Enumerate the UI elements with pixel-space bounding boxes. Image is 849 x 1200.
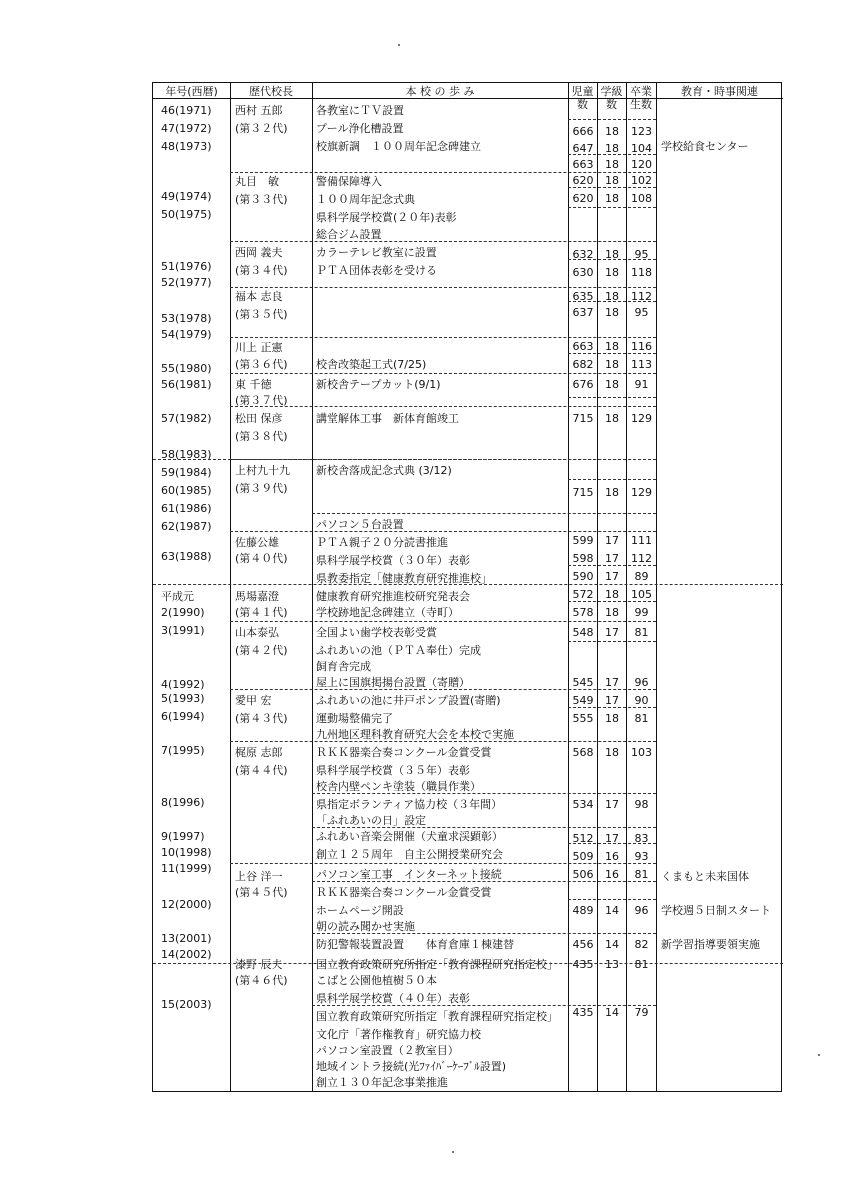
student-count: 598 (572, 552, 594, 565)
history-entry: 警備保障導入 (316, 175, 382, 188)
student-count: 599 (572, 534, 594, 547)
principal-cell: 福本 志良 (235, 290, 283, 303)
principal-cell: 馬場嘉澄 (235, 590, 279, 603)
history-entry: 県科学展学校賞（３０年）表彰 (316, 554, 470, 567)
class-count: 18 (605, 606, 619, 619)
history-entry: 飼育舎完成 (316, 660, 371, 673)
principal-cell: (第３８代) (235, 430, 288, 443)
graduate-count: 89 (634, 570, 649, 583)
student-count: 534 (572, 798, 594, 811)
header-history: 本 校 の 歩 み (405, 85, 475, 98)
principal-cell: (第４５代) (235, 886, 288, 899)
row-divider (568, 707, 656, 708)
history-entry: 国立教育政策研究所指定「教育課程研究指定校」 (316, 1010, 558, 1023)
graduate-count: 95 (634, 306, 649, 319)
graduate-count: 91 (634, 378, 649, 391)
student-count: 572 (572, 588, 594, 601)
history-entry: こばと公園他植樹５０本 (316, 974, 437, 987)
graduate-count: 81 (634, 626, 649, 639)
graduate-count: 93 (634, 850, 649, 863)
principal-cell: 愛甲 宏 (235, 694, 272, 707)
year-cell: 63(1988) (161, 550, 212, 563)
history-entry: 運動場整備完了 (316, 712, 393, 725)
year-cell: 48(1973) (161, 140, 212, 153)
history-entry: 各教室にＴＶ設置 (316, 104, 404, 117)
graduate-count: 105 (631, 588, 652, 601)
history-entry: パソコン５台設置 (316, 518, 404, 531)
year-cell: 46(1971) (161, 104, 212, 117)
row-divider (568, 397, 656, 398)
history-entry: 県科学展学校賞（４０年）表彰 (316, 992, 470, 1005)
class-count: 18 (605, 266, 619, 279)
class-count: 18 (605, 158, 619, 171)
class-count: 18 (605, 712, 619, 725)
graduate-count: 111 (631, 534, 652, 547)
student-count: 620 (572, 174, 594, 187)
year-cell: 平成元 (161, 590, 194, 603)
history-entry: 校旗新調 １００周年記念碑建立 (316, 140, 481, 153)
year-cell: 6(1994) (161, 710, 205, 723)
column-divider (656, 83, 657, 1091)
year-cell: 10(1998) (161, 846, 212, 859)
row-divider (568, 259, 656, 260)
year-cell: 59(1984) (161, 466, 212, 479)
principal-cell: 漆野 辰夫 (235, 958, 283, 971)
row-divider (153, 584, 783, 585)
year-cell: 15(2003) (161, 998, 212, 1011)
graduate-count: 79 (634, 1006, 649, 1019)
class-count: 18 (605, 358, 619, 371)
class-count: 14 (605, 1006, 619, 1019)
history-entry: ふれあいの池（ＰＴＡ奉仕）完成 (316, 644, 481, 657)
history-entry: 文化庁「著作権教育」研究協力校 (316, 1028, 481, 1041)
class-count: 18 (605, 340, 619, 353)
graduate-count: 112 (631, 290, 652, 303)
principal-cell: (第４６代) (235, 974, 288, 987)
class-count: 18 (605, 142, 619, 155)
class-count: 18 (605, 378, 619, 391)
history-entry: ＲＫＫ器楽合奏コンクール金賞受賞 (316, 746, 492, 759)
graduate-count: 129 (631, 486, 652, 499)
principal-cell: 川上 正憲 (235, 341, 283, 354)
graduate-count: 81 (634, 868, 649, 881)
header-year: 年号(西暦) (165, 85, 218, 98)
history-entry: 校舎改築起工式(7/25) (316, 358, 427, 371)
student-count: 635 (572, 290, 594, 303)
row-divider (568, 187, 656, 188)
history-entry: 県科学展学校賞(２０年)表彰 (316, 211, 457, 224)
history-entry: ふれあい音楽会開催（犬童求渓顕彰） (316, 830, 503, 843)
year-cell: 8(1996) (161, 796, 205, 809)
class-count: 18 (605, 248, 619, 261)
history-entry: 健康教育研究推進校研究発表会 (316, 590, 470, 603)
class-count: 17 (605, 798, 619, 811)
class-count: 18 (605, 486, 619, 499)
header-students-line2: 数 (577, 98, 588, 111)
class-count: 14 (605, 938, 619, 951)
header-graduates-line2: 生数 (630, 98, 652, 111)
student-count: 512 (572, 832, 594, 845)
row-divider (312, 827, 656, 828)
row-divider (568, 301, 656, 302)
column-divider (312, 83, 313, 1091)
row-divider (568, 565, 656, 566)
history-entry: 朝の読み聞かせ実施 (316, 920, 415, 933)
row-divider (230, 863, 656, 864)
principal-cell: 梶原 志郎 (235, 746, 283, 759)
student-count: 578 (572, 606, 594, 619)
class-count: 18 (605, 412, 619, 425)
graduate-count: 108 (631, 192, 652, 205)
principal-cell: (第４４代) (235, 764, 288, 777)
principal-cell: (第３４代) (235, 264, 288, 277)
year-cell: 14(2002) (161, 948, 212, 961)
year-cell: 53(1978) (161, 312, 212, 325)
year-cell: 47(1972) (161, 122, 212, 135)
event-entry: 学校給食センター (661, 140, 749, 153)
graduate-count: 104 (631, 142, 652, 155)
principal-cell: 西村 五郎 (235, 104, 283, 117)
row-divider (568, 207, 656, 208)
student-count: 663 (572, 340, 594, 353)
principal-cell: (第４２代) (235, 644, 288, 657)
scan-speck (818, 1054, 820, 1056)
year-cell: 55(1980) (161, 362, 212, 375)
student-count: 506 (572, 868, 594, 881)
year-cell: 12(2000) (161, 898, 212, 911)
history-entry: 県指定ボランティア協力校（３年間） (316, 798, 503, 811)
class-count: 18 (605, 174, 619, 187)
history-entry: 創立１３０年記念事業推進 (316, 1076, 448, 1089)
event-entry: 新学習指導要領実施 (661, 938, 760, 951)
graduate-count: 129 (631, 412, 652, 425)
row-divider (312, 793, 656, 794)
row-divider (568, 353, 656, 354)
year-cell: 49(1974) (161, 190, 212, 203)
graduate-count: 103 (631, 746, 652, 759)
class-count: 17 (605, 534, 619, 547)
student-count: 509 (572, 850, 594, 863)
student-count: 489 (572, 904, 594, 917)
principal-cell: (第３５代) (235, 308, 288, 321)
principal-cell: 上村九十九 (235, 464, 290, 477)
year-cell: 54(1979) (161, 328, 212, 341)
year-cell: 11(1999) (161, 862, 212, 875)
row-divider (230, 373, 656, 374)
principal-cell: 丸目 敏 (235, 175, 279, 188)
principal-cell: (第３９代) (235, 482, 288, 495)
graduate-count: 96 (634, 676, 649, 689)
row-divider (568, 843, 656, 844)
graduate-count: 98 (634, 798, 649, 811)
class-count: 18 (605, 192, 619, 205)
column-divider (230, 83, 231, 1091)
row-divider (568, 899, 656, 900)
row-divider (230, 741, 656, 742)
year-cell: 13(2001) (161, 932, 212, 945)
year-cell: 4(1992) (161, 678, 205, 691)
row-divider (153, 459, 656, 460)
row-divider (230, 621, 656, 622)
event-entry: 学校週５日制スタート (661, 904, 771, 917)
class-count: 17 (605, 626, 619, 639)
graduate-count: 96 (634, 904, 649, 917)
year-cell: 9(1997) (161, 830, 205, 843)
header-students-line1: 児童 (571, 85, 594, 98)
principal-cell: (第３２代) (235, 122, 288, 135)
year-cell: 61(1986) (161, 502, 212, 515)
class-count: 17 (605, 552, 619, 565)
class-count: 18 (605, 746, 619, 759)
header-classes-line1: 学級 (600, 85, 623, 98)
graduate-count: 81 (634, 958, 649, 971)
history-entry: 創立１２５周年 自主公開授業研究会 (316, 848, 503, 861)
year-cell: 3(1991) (161, 624, 205, 637)
principal-cell: (第４３代) (235, 712, 288, 725)
history-entry: 総合ジム設置 (316, 228, 382, 241)
history-entry: 屋上に国旗掲揚台設置（寄贈） (316, 676, 470, 689)
principal-cell: 西岡 義夫 (235, 246, 283, 259)
event-entry: くまもと未来国体 (661, 870, 749, 883)
graduate-count: 99 (634, 606, 649, 619)
row-divider (312, 513, 656, 514)
graduate-count: 118 (631, 266, 652, 279)
graduate-count: 120 (631, 158, 652, 171)
history-entry: 県教委指定「健康教育研究推進校」 (316, 572, 492, 585)
year-cell: 5(1993) (161, 692, 205, 705)
principal-cell: (第３６代) (235, 358, 288, 371)
student-count: 568 (572, 746, 594, 759)
student-count: 715 (572, 412, 594, 425)
class-count: 16 (605, 868, 619, 881)
principal-cell: 山本泰弘 (235, 626, 279, 639)
student-count: 630 (572, 266, 594, 279)
year-cell: 56(1981) (161, 378, 212, 391)
year-cell: 58(1983) (161, 448, 212, 461)
row-divider (230, 689, 656, 690)
history-entry: ＲＫＫ器楽合奏コンクール金賞受賞 (316, 886, 492, 899)
class-count: 18 (605, 588, 619, 601)
class-count: 17 (605, 832, 619, 845)
principal-cell: 上谷 洋一 (235, 870, 283, 883)
history-entry: ホームページ開設 (316, 904, 404, 917)
year-cell: 60(1985) (161, 484, 212, 497)
history-entry: 「ふれあいの日」設定 (316, 814, 426, 827)
history-entry: プール浄化槽設置 (316, 122, 404, 135)
history-entry: ＰＴＡ親子２０分読書推進 (316, 536, 448, 549)
class-count: 14 (605, 904, 619, 917)
scan-speck (452, 1151, 454, 1153)
row-divider (153, 963, 783, 964)
row-divider (568, 119, 656, 120)
row-divider (230, 531, 656, 532)
history-entry: １００周年記念式典 (316, 193, 415, 206)
student-count: 647 (572, 142, 594, 155)
graduate-count: 81 (634, 712, 649, 725)
class-count: 16 (605, 850, 619, 863)
class-count: 18 (605, 290, 619, 303)
student-count: 637 (572, 306, 594, 319)
row-divider (568, 601, 656, 602)
row-divider (230, 406, 656, 407)
history-entry: 学校跡地記念碑建立（寺町） (316, 606, 459, 619)
student-count: 666 (572, 125, 594, 138)
class-count: 13 (605, 958, 619, 971)
scan-speck (398, 44, 400, 46)
history-entry: パソコン室設置（２教室目） (316, 1044, 459, 1057)
graduate-count: 82 (634, 938, 649, 951)
student-count: 620 (572, 192, 594, 205)
history-entry: パソコン室工事 インターネット接続 (316, 868, 502, 881)
graduate-count: 112 (631, 552, 652, 565)
row-divider (230, 172, 656, 173)
year-cell: 62(1987) (161, 520, 212, 533)
history-entry: 講堂解体工事 新体育館竣工 (316, 412, 459, 425)
student-count: 545 (572, 676, 594, 689)
student-count: 435 (572, 958, 594, 971)
header-classes-line2: 数 (606, 98, 617, 111)
history-entry: 九州地区理科教育研究大会を本校で実施 (316, 728, 514, 741)
history-entry: 地域イントラ接続(光ﾌｧｲﾊﾞｰｹｰﾌﾞﾙ設置) (316, 1060, 507, 1073)
principal-cell: (第４１代) (235, 606, 288, 619)
student-count: 549 (572, 694, 594, 707)
year-cell: 57(1982) (161, 412, 212, 425)
principal-cell: (第３３代) (235, 193, 288, 206)
principal-cell: (第４０代) (235, 552, 288, 565)
row-divider (568, 641, 656, 642)
row-divider (312, 1005, 656, 1006)
graduate-count: 123 (631, 125, 652, 138)
row-divider (568, 154, 656, 155)
history-entry: ふれあいの池に井戸ポンプ設置(寄贈) (316, 694, 501, 707)
history-entry: 防犯警報装置設置 体育倉庫１棟建替 (316, 938, 514, 951)
class-count: 17 (605, 694, 619, 707)
history-entry: ＰＴＡ団体表彰を受ける (316, 264, 437, 277)
class-count: 17 (605, 676, 619, 689)
graduate-count: 116 (631, 340, 652, 353)
history-entry: 新校舎テープカット(9/1) (316, 378, 441, 391)
student-count: 590 (572, 570, 594, 583)
history-entry: 全国よい歯学校表彰受賞 (316, 626, 437, 639)
principal-cell: (第３７代) (235, 394, 288, 407)
principal-cell: 松田 保彦 (235, 412, 283, 425)
history-entry: 校舎内壁ペンキ塗装（職員作業） (316, 780, 481, 793)
row-divider (568, 479, 656, 480)
graduate-count: 102 (631, 174, 652, 187)
class-count: 18 (605, 125, 619, 138)
year-cell: 2(1990) (161, 606, 205, 619)
row-divider (230, 241, 656, 242)
header-graduates-line1: 卒業 (630, 85, 652, 98)
year-cell: 50(1975) (161, 208, 212, 221)
year-cell: 51(1976) (161, 260, 212, 273)
row-divider (230, 287, 656, 288)
graduate-count: 83 (634, 832, 649, 845)
row-divider (312, 881, 656, 882)
header-principal: 歴代校長 (249, 85, 293, 98)
student-count: 435 (572, 1006, 594, 1019)
student-count: 663 (572, 158, 594, 171)
history-entry: 新校舎落成記念式典 (3/12) (316, 464, 452, 477)
student-count: 676 (572, 378, 594, 391)
principal-cell: 佐藤公雄 (235, 536, 279, 549)
class-count: 18 (605, 306, 619, 319)
row-divider (230, 337, 656, 338)
student-count: 548 (572, 626, 594, 639)
row-divider (312, 933, 656, 934)
class-count: 17 (605, 570, 619, 583)
graduate-count: 95 (634, 248, 649, 261)
history-entry: 国立教育政策研究所指定「教育課程研究指定校」 (316, 958, 558, 971)
row-divider (153, 98, 783, 99)
graduate-count: 90 (634, 694, 649, 707)
principal-cell: 東 千徳 (235, 378, 272, 391)
header-events: 教育・時事関連 (681, 85, 758, 98)
student-count: 555 (572, 712, 594, 725)
student-count: 456 (572, 938, 594, 951)
history-entry: 県科学展学校賞（３５年）表彰 (316, 764, 470, 777)
history-table (152, 82, 782, 1092)
graduate-count: 113 (631, 358, 652, 371)
history-entry: カラーテレビ教室に設置 (316, 246, 437, 259)
student-count: 715 (572, 486, 594, 499)
student-count: 632 (572, 248, 594, 261)
year-cell: 7(1995) (161, 744, 205, 757)
year-cell: 52(1977) (161, 276, 212, 289)
student-count: 682 (572, 358, 594, 371)
